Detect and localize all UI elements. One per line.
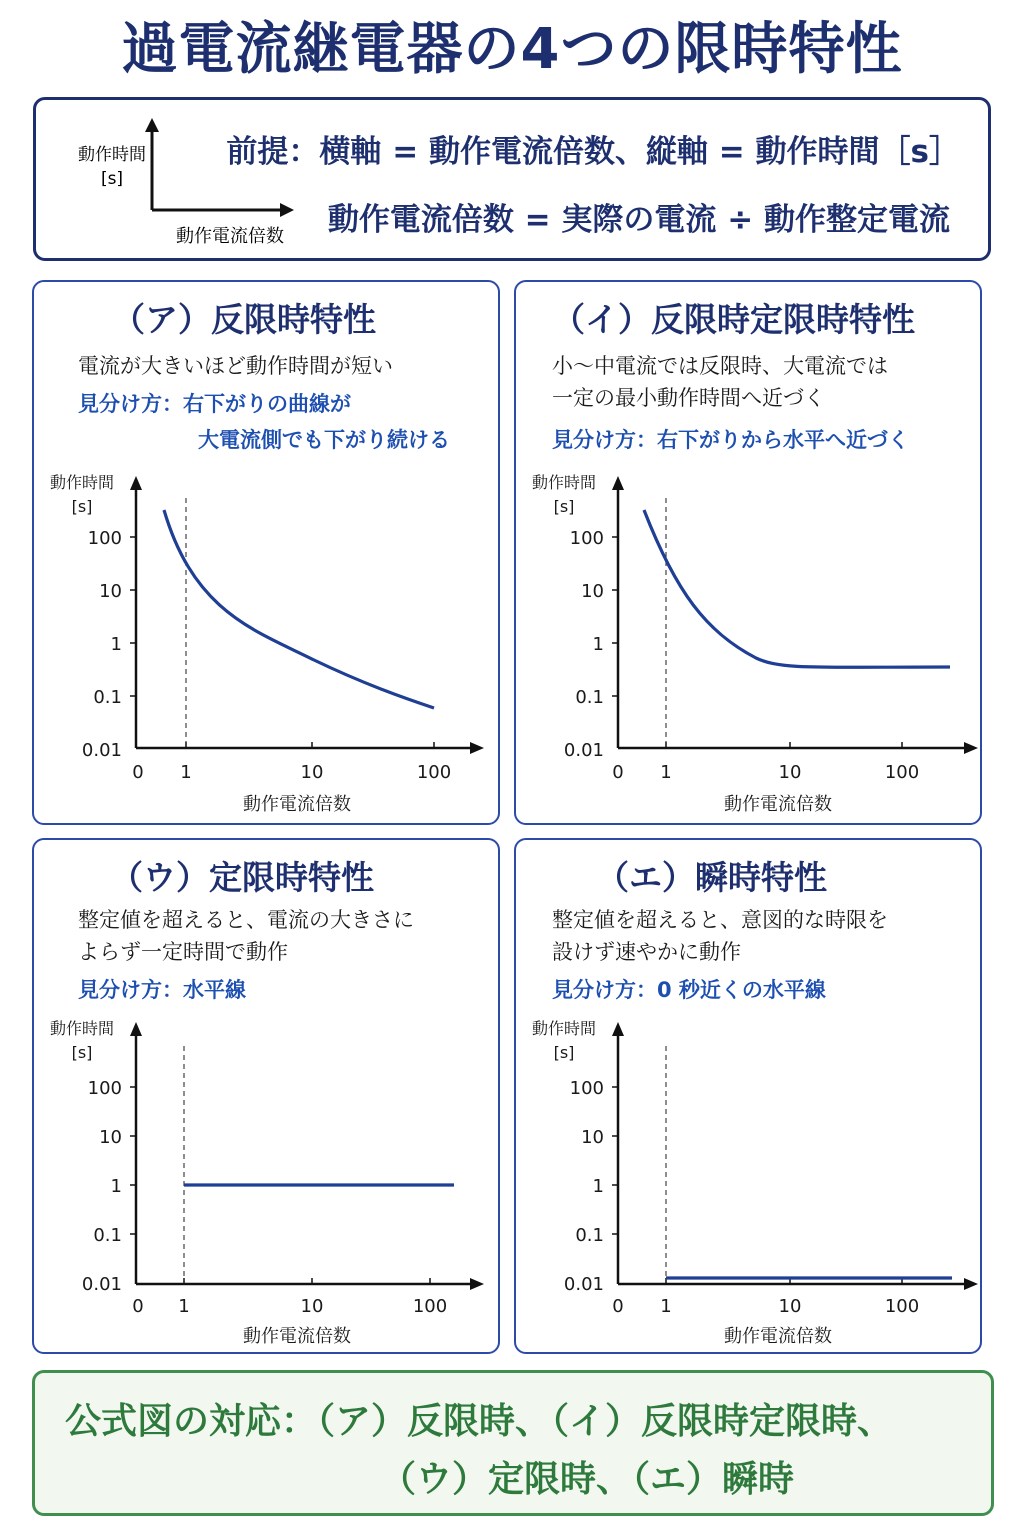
- x-axis-label: 動作電流倍数: [724, 794, 832, 815]
- panel-inverse-definite-time: [514, 280, 982, 825]
- inverse-definite-curve: [644, 510, 950, 667]
- y-tick-label: 100: [569, 1078, 604, 1099]
- panel-hint: 見分け方：0 秒近くの水平線: [552, 978, 826, 1002]
- x-axis-label: 動作電流倍数: [243, 1326, 351, 1347]
- y-axis-unit: [s]: [71, 1043, 93, 1062]
- y-tick-label: 0.1: [93, 687, 122, 708]
- panel-description: 整定値を超えると、意図的な時限を: [552, 908, 888, 932]
- page-title: 過電流継電器の4つの限時特性: [121, 17, 903, 82]
- x-tick-label: 10: [778, 762, 802, 783]
- x-tick-label: 1: [178, 1296, 190, 1317]
- y-tick-label: 1: [592, 1176, 604, 1197]
- y-tick-label: 0.1: [93, 1225, 122, 1246]
- y-tick-label: 1: [592, 634, 604, 655]
- y-tick-label: 0.1: [575, 687, 604, 708]
- panel-hint: 見分け方：水平線: [78, 978, 246, 1002]
- premise-formula-text: 動作電流倍数 = 実際の電流 ÷ 動作整定電流: [327, 202, 950, 238]
- x-tick-label: 100: [884, 762, 920, 783]
- panel-description-cont: よらず一定時間で動作: [78, 940, 288, 964]
- premise-box: [33, 97, 991, 261]
- x-tick-label: 100: [416, 762, 452, 783]
- x-tick-label: 0: [132, 762, 144, 783]
- x-tick-label: 10: [300, 1296, 324, 1317]
- panel-hint: 見分け方：右下がりの曲線が: [78, 392, 351, 416]
- y-tick-label: 1: [110, 634, 122, 655]
- y-axis-label: 動作時間: [49, 1019, 115, 1038]
- inverse-curve: [164, 510, 434, 708]
- inverse-definite-graph: [516, 462, 982, 822]
- panel-definite-time: [32, 838, 500, 1354]
- instantaneous-graph: [516, 1016, 982, 1352]
- panel-title: （ア）反限時特性: [112, 300, 376, 339]
- panel-hint: 見分け方：右下がりから水平へ近づく: [552, 428, 909, 452]
- summary-text-cont: （ウ）定限時、（エ）瞬時: [380, 1459, 795, 1500]
- mini-xlabel: 動作電流倍数: [176, 226, 284, 247]
- summary-box: [32, 1370, 994, 1516]
- premise-axes-text: 前提：横軸 = 動作電流倍数、縦軸 = 動作時間［s］: [226, 134, 960, 170]
- y-tick-label: 10: [581, 1127, 604, 1148]
- y-axis-unit: [s]: [553, 497, 575, 516]
- y-tick-label: 1: [110, 1176, 122, 1197]
- panel-instantaneous: [514, 838, 982, 1354]
- x-tick-label: 0: [132, 1296, 144, 1317]
- panel-title: （ウ）定限時特性: [110, 858, 374, 897]
- summary-text: 公式図の対応：（ア）反限時、（イ）反限時定限時、: [65, 1401, 894, 1442]
- y-tick-label: 10: [99, 1127, 122, 1148]
- x-tick-label: 1: [660, 762, 672, 783]
- x-tick-label: 10: [300, 762, 324, 783]
- y-axis-label: 動作時間: [531, 473, 597, 492]
- y-tick-label: 100: [569, 528, 604, 549]
- panel-description-cont: 設けず速やかに動作: [552, 940, 741, 964]
- panel-description: 小～中電流では反限時、大電流では: [552, 354, 888, 378]
- mini-ylabel: 動作時間: [78, 145, 146, 165]
- x-axis-label: 動作電流倍数: [243, 794, 351, 815]
- panel-title: （エ）瞬時特性: [596, 858, 827, 897]
- y-tick-label: 100: [87, 528, 122, 549]
- x-axis-label: 動作電流倍数: [724, 1326, 832, 1347]
- x-tick-label: 10: [778, 1296, 802, 1317]
- panel-hint-cont: 大電流側でも下がり続ける: [198, 428, 450, 452]
- y-tick-label: 0.01: [563, 1274, 604, 1295]
- y-tick-label: 0.01: [563, 740, 604, 761]
- inverse-time-graph: [34, 462, 500, 822]
- y-tick-label: 0.01: [81, 1274, 122, 1295]
- x-tick-label: 1: [180, 762, 192, 783]
- y-axis-unit: [s]: [553, 1043, 575, 1062]
- y-axis-unit: [s]: [71, 497, 93, 516]
- y-axis-label: 動作時間: [531, 1019, 597, 1038]
- mini-ylabel-unit: [s]: [100, 169, 124, 189]
- panel-description: 電流が大きいほど動作時間が短い: [78, 354, 393, 378]
- panel-description-cont: 一定の最小動作時間へ近づく: [552, 386, 825, 410]
- panel-title: （イ）反限時定限時特性: [552, 300, 915, 339]
- x-tick-label: 0: [612, 1296, 624, 1317]
- y-axis-label: 動作時間: [49, 473, 115, 492]
- y-tick-label: 100: [87, 1078, 122, 1099]
- y-tick-label: 0.01: [81, 740, 122, 761]
- x-tick-label: 100: [884, 1296, 920, 1317]
- panel-inverse-time: [32, 280, 500, 825]
- x-tick-label: 100: [412, 1296, 448, 1317]
- panel-description: 整定値を超えると、電流の大きさに: [78, 908, 414, 932]
- y-tick-label: 0.1: [575, 1225, 604, 1246]
- x-tick-label: 0: [612, 762, 624, 783]
- y-tick-label: 10: [99, 581, 122, 602]
- x-tick-label: 1: [660, 1296, 672, 1317]
- definite-time-graph: [34, 1016, 500, 1352]
- y-tick-label: 10: [581, 581, 604, 602]
